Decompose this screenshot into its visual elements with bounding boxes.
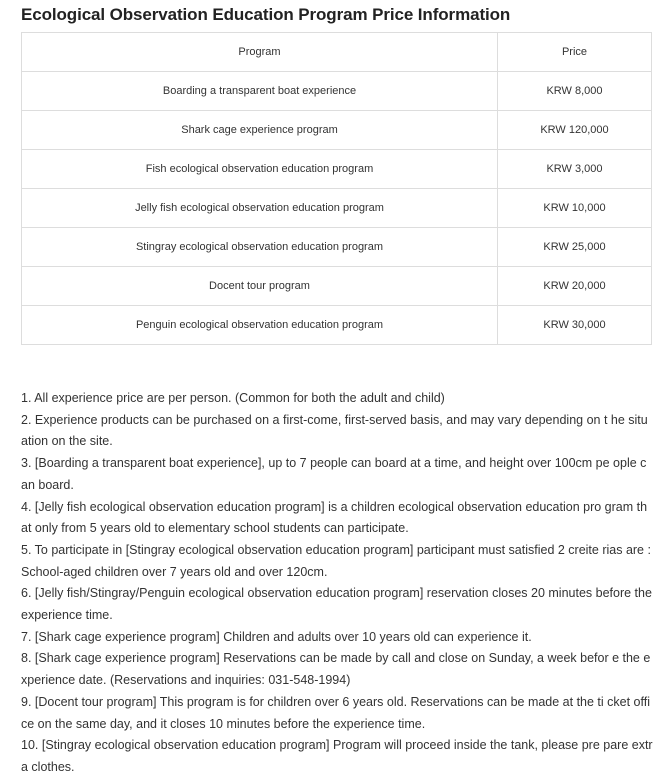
note-item: 6. [Jelly fish/Stingray/Penguin ecological observation education program] reservation closes 20 minutes before the experience time. xyxy=(21,586,652,623)
page-title: Ecological Observation Education Program Price Information xyxy=(21,5,511,24)
price-cell: KRW 20,000 xyxy=(498,267,652,306)
note-item: 4. [Jelly fish ecological observation education program] is a children ecological observation education pro gram that only from 5 years old to elementary school students can participate. xyxy=(21,499,648,536)
price-cell: KRW 30,000 xyxy=(498,306,652,345)
price-table xyxy=(21,32,652,345)
note-item: 3. [Boarding a transparent boat experience], up to 7 people can board at a time, and height over 100cm pe ople can board. xyxy=(21,456,647,492)
program-cell: Shark cage experience program xyxy=(22,111,498,150)
table-row xyxy=(22,72,652,111)
program-cell: Docent tour program xyxy=(22,267,498,306)
price-cell: KRW 3,000 xyxy=(498,150,652,189)
note-item: 1. All experience price are per person. (Common for both the adult and child) xyxy=(21,391,445,405)
price-cell: KRW 10,000 xyxy=(498,189,652,228)
table-row xyxy=(22,111,652,150)
program-cell: Penguin ecological observation education program xyxy=(22,306,498,345)
note-item: 10. [Stingray ecological observation education program] Program will proceed inside the tank, please pre pare extra clothes. xyxy=(21,738,653,774)
note-item: 8. [Shark cage experience program] Reservations can be made by call and close on Sunday, a week befor e the experience date. (Reservations and inquiries: 031-548-1994) xyxy=(21,651,651,688)
note-item: 7. [Shark cage experience program] Children and adults over 10 years old can experience it. xyxy=(21,629,532,644)
table-row xyxy=(22,306,652,345)
column-header-program: Program xyxy=(22,33,498,72)
program-cell: Jelly fish ecological observation education program xyxy=(22,189,498,228)
table-row xyxy=(22,189,652,228)
program-cell: Fish ecological observation education program xyxy=(22,150,498,189)
column-header-price: Price xyxy=(498,33,652,72)
note-item: 2. Experience products can be purchased on a first-come, first-served basis, and may vary depending on t he situation on the site. xyxy=(21,412,648,449)
price-cell: KRW 25,000 xyxy=(498,228,652,267)
table-row xyxy=(22,228,652,267)
price-cell: KRW 8,000 xyxy=(498,72,652,111)
notes-list xyxy=(21,388,653,779)
note-item: 5. To participate in [Stingray ecological observation education program] participant must satisfied 2 creite rias are : School-aged children over 7 years old and over 120cm. xyxy=(21,542,651,579)
program-cell: Boarding a transparent boat experience xyxy=(22,72,498,111)
note-item: 9. [Docent tour program] This program is for children over 6 years old. Reservations can be made at the ti cket office on the same day, and it closes 10 minutes before the experience time. xyxy=(21,694,651,731)
table-header-row xyxy=(22,33,652,72)
table-row xyxy=(22,267,652,306)
program-cell: Stingray ecological observation education program xyxy=(22,228,498,267)
price-cell: KRW 120,000 xyxy=(498,111,652,150)
table-row xyxy=(22,150,652,189)
